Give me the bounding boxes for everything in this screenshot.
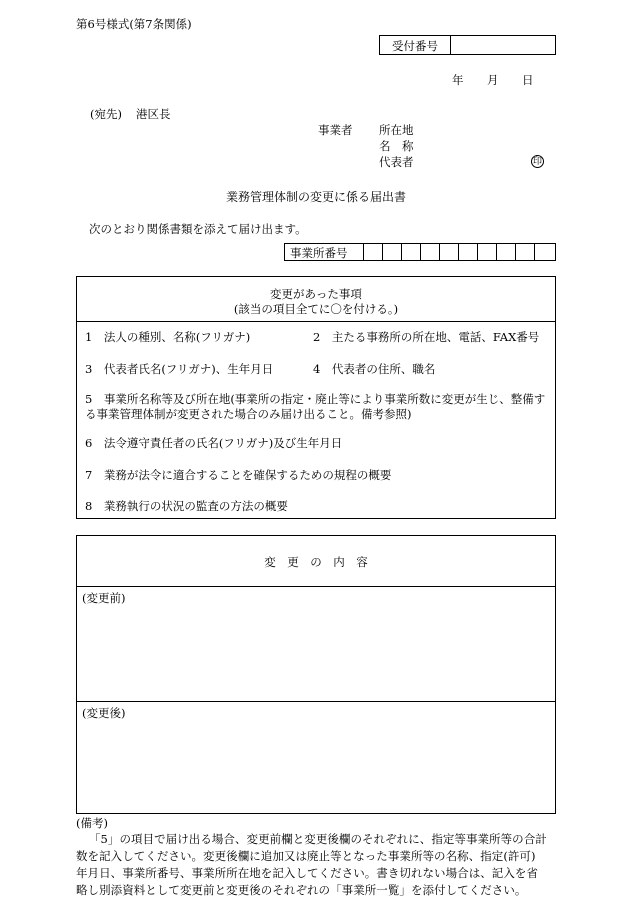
receipt-number-box bbox=[379, 35, 556, 55]
notes-line-2: 数を記入してください。変更後欄に追加又は廃止等となった事業所等の名称、指定(許可) bbox=[76, 849, 536, 863]
change-item-8[interactable]: 8 業務執行の状況の監査の方法の概要 bbox=[85, 499, 288, 513]
change-item-1[interactable]: 1 法人の種別、名称(フリガナ) bbox=[85, 330, 251, 344]
date-year-label: 年 bbox=[452, 73, 464, 87]
change-item-5-line2: る事業管理体制が変更された場合のみ届け出ること。備考参照) bbox=[85, 407, 412, 421]
office-number-box bbox=[284, 243, 556, 261]
change-item-5-line1[interactable]: 5 事業所名称等及び所在地(事業所の指定・廃止等により事業所数に変更が生じ、整備す bbox=[85, 392, 546, 406]
change-item-2[interactable]: 2 主たる事務所の所在地、電話、FAX番号 bbox=[313, 330, 540, 344]
addressee-name: 港区長 bbox=[136, 107, 171, 121]
change-item-3[interactable]: 3 代表者氏名(フリガナ)、生年月日 bbox=[85, 362, 274, 376]
operator-name-label: 名 称 bbox=[379, 139, 414, 153]
addressee-prefix: (宛先) bbox=[90, 107, 122, 121]
document-title: 業務管理体制の変更に係る届出書 bbox=[226, 190, 407, 204]
form-number: 第6号様式(第7条関係) bbox=[76, 17, 192, 31]
after-label: (変更後) bbox=[82, 706, 126, 720]
notes-line-1: 「5」の項目で届け出る場合、変更前欄と変更後欄のそれぞれに、指定等事業所等の合計 bbox=[89, 832, 547, 846]
change-item-7[interactable]: 7 業務が法令に適合することを確保するための規程の概要 bbox=[85, 468, 392, 482]
notes-text bbox=[76, 831, 547, 899]
seal-mark: 印 bbox=[532, 157, 542, 167]
office-number-label: 事業所番号 bbox=[290, 246, 348, 260]
changed-items-header-line2: (該当の項目全てに〇を付ける。) bbox=[233, 302, 399, 316]
change-item-6[interactable]: 6 法令遵守責任者の氏名(フリガナ)及び生年月日 bbox=[85, 436, 343, 450]
intro-text: 次のとおり関係書類を添えて届け出ます。 bbox=[89, 222, 307, 236]
before-content-area[interactable] bbox=[78, 604, 554, 700]
operator-address-label: 所在地 bbox=[379, 123, 414, 137]
change-content-header: 変 更 の 内 容 bbox=[264, 555, 368, 569]
change-content-table bbox=[76, 535, 556, 814]
date-month-label: 月 bbox=[487, 73, 499, 87]
operator-rep-label: 代表者 bbox=[379, 155, 414, 169]
before-label: (変更前) bbox=[82, 591, 126, 605]
notes-line-3: 年月日、事業所番号、事業所所在地を記入してください。書き切れない場合は、記入を省 bbox=[76, 866, 538, 880]
notes-label: (備考) bbox=[76, 816, 108, 830]
notes-line-4: 略し別添資料として変更前と変更後のそれぞれの「事業所一覧」を添付してください。 bbox=[76, 883, 527, 897]
changed-items-header-line1: 変更があった事項 bbox=[270, 287, 362, 301]
operator-label: 事業者 bbox=[318, 123, 353, 137]
receipt-number-label: 受付番号 bbox=[392, 39, 438, 53]
change-item-4[interactable]: 4 代表者の住所、職名 bbox=[313, 362, 436, 376]
after-content-area[interactable] bbox=[78, 719, 554, 811]
changed-items-table bbox=[76, 276, 556, 519]
date-day-label: 日 bbox=[522, 73, 534, 87]
